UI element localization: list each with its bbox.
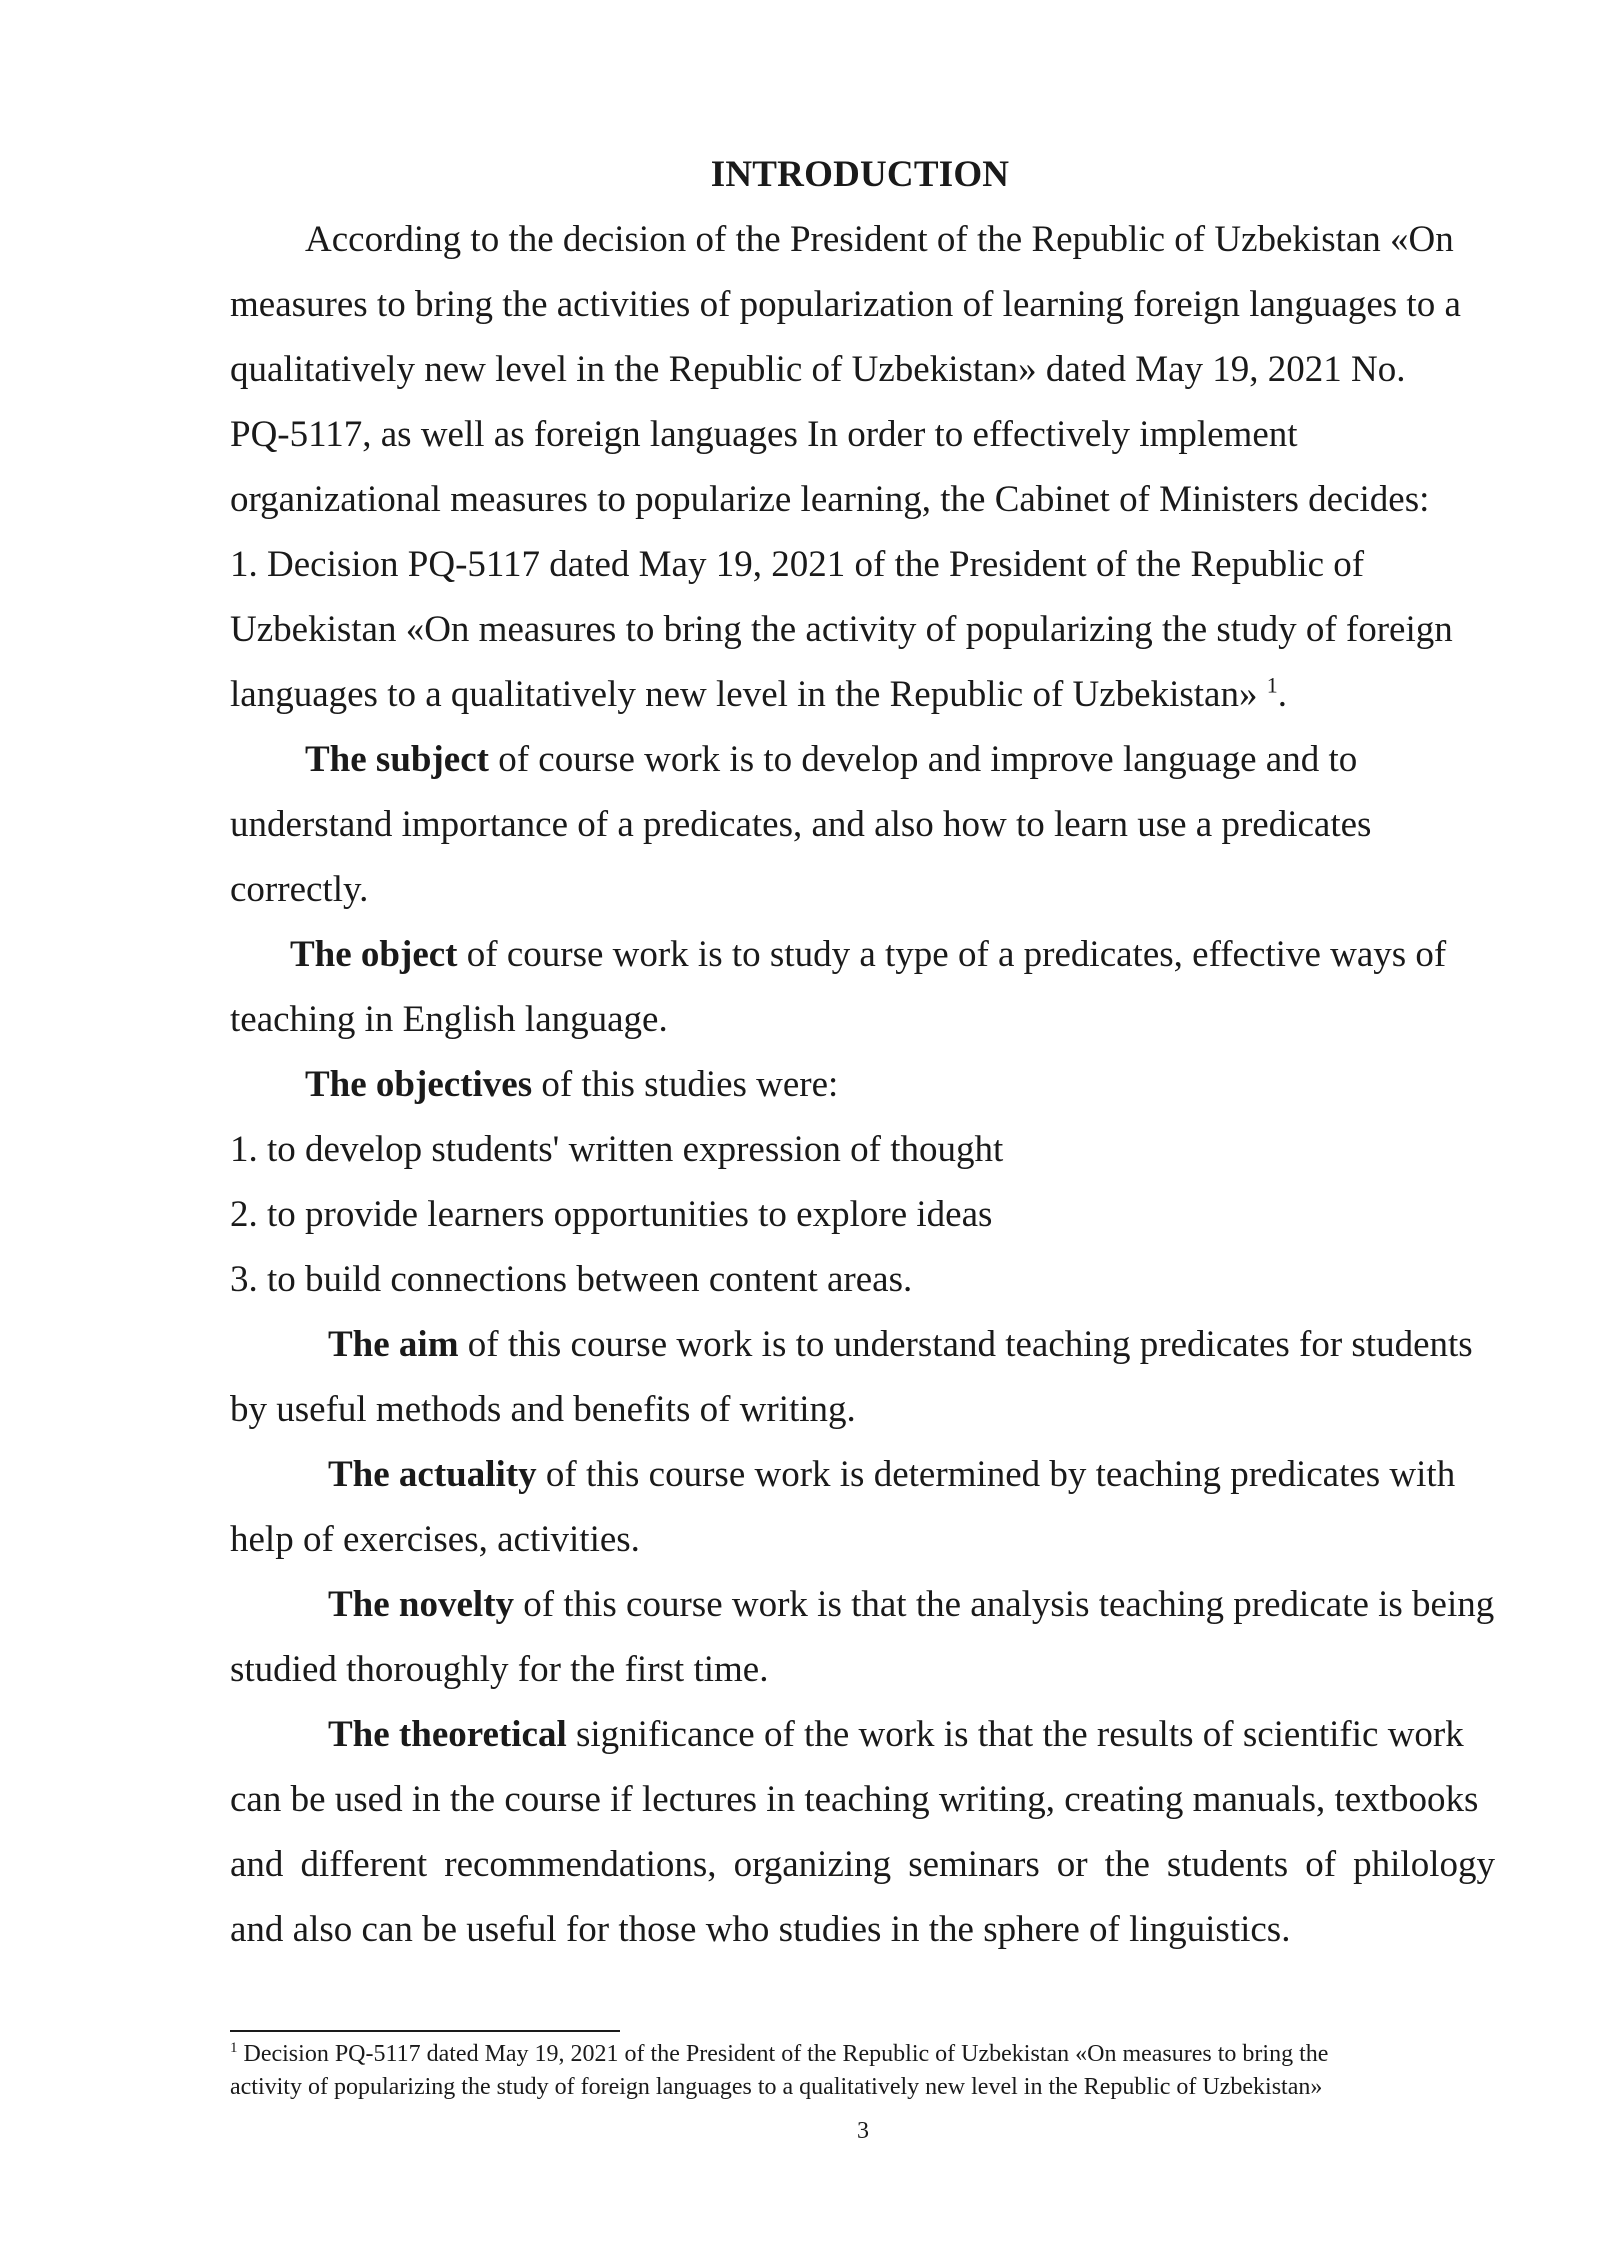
intro-line-8-text: languages to a qualitatively new level in the Republic of Uzbekistan» [230,674,1267,715]
objectives-text-1: of this studies were: [532,1064,839,1105]
footnote-marker: 1 [230,2040,238,2056]
intro-line-8-tail: . [1277,674,1287,715]
subject-line-1 [305,735,1357,785]
object-line-1 [290,930,1446,980]
subject-label: The subject [305,739,489,780]
aim-label: The aim [328,1324,459,1365]
theoretical-text-1: significance of the work is that the results of scientific work [566,1714,1464,1755]
subject-text-1: of course work is to develop and improve language and to [488,739,1358,780]
footnote-text-1: Decision PQ-5117 dated May 19, 2021 of the President of the Republic of Uzbekistan «On measures to bring the [237,2041,1329,2067]
page-title: INTRODUCTION [710,154,1010,195]
intro-line-3: qualitatively new level in the Republic of Uzbekistan» dated May 19, 2021 No. [230,349,1406,390]
actuality-text-1: of this course work is determined by teaching predicates with [536,1454,1456,1495]
object-label: The object [290,934,458,975]
subject-line-2: understand importance of a predicates, and also how to learn use a predicates [230,804,1372,845]
theoretical-line-2: can be used in the course if lectures in teaching writing, creating manuals, textbooks [230,1779,1479,1820]
intro-line-6: 1. Decision PQ-5117 dated May 19, 2021 of the President of the Republic of [230,544,1365,585]
footnote-line-1 [230,2038,1530,2071]
novelty-text-1: of this course work is that the analysis teaching predicate is being [514,1584,1495,1625]
actuality-line-1 [328,1450,1455,1500]
aim-text-1: of this course work is to understand teaching predicates for students [458,1324,1473,1365]
intro-line-1: According to the decision of the President of the Republic of Uzbekistan «On [305,219,1454,260]
object-line-2: teaching in English language. [230,999,668,1040]
object-text-1: of course work is to study a type of a predicates, effective ways of [457,934,1447,975]
aim-line-1 [328,1320,1473,1370]
novelty-label: The novelty [328,1584,515,1625]
intro-line-8 [230,670,1287,720]
intro-line-5: organizational measures to popularize learning, the Cabinet of Ministers decides: [230,479,1430,520]
theoretical-line-3: and different recommendations, organizing seminars or the students of philology [230,1844,1495,1885]
novelty-line-2: studied thoroughly for the first time. [230,1649,769,1690]
page-number: 3 [857,2118,869,2144]
intro-line-4: PQ-5117, as well as foreign languages In order to effectively implement [230,414,1298,455]
list-item: 2. to provide learners opportunities to explore ideas [230,1194,993,1235]
actuality-line-2: help of exercises, activities. [230,1519,640,1560]
novelty-line-1 [328,1580,1494,1630]
intro-line-2: measures to bring the activities of popularization of learning foreign languages to a [230,284,1461,325]
footnote-reference: 1 [1266,672,1278,698]
list-item: 3. to build connections between content areas. [230,1259,913,1300]
objectives-label: The objectives [305,1064,533,1105]
footnote-separator [230,2030,620,2032]
subject-line-3: correctly. [230,869,369,910]
aim-line-2: by useful methods and benefits of writing. [230,1389,856,1430]
intro-line-7: Uzbekistan «On measures to bring the activity of popularizing the study of foreign [230,609,1453,650]
theoretical-label: The theoretical [328,1714,567,1755]
objectives-line-1 [305,1060,838,1110]
theoretical-line-1 [328,1710,1464,1760]
list-item: 1. to develop students' written expression of thought [230,1129,1004,1170]
theoretical-line-4: and also can be useful for those who studies in the sphere of linguistics. [230,1909,1291,1950]
actuality-label: The actuality [328,1454,537,1495]
footnote-line-2: activity of popularizing the study of foreign languages to a qualitatively new level in the Republic of Uzbekistan» [230,2074,1323,2100]
